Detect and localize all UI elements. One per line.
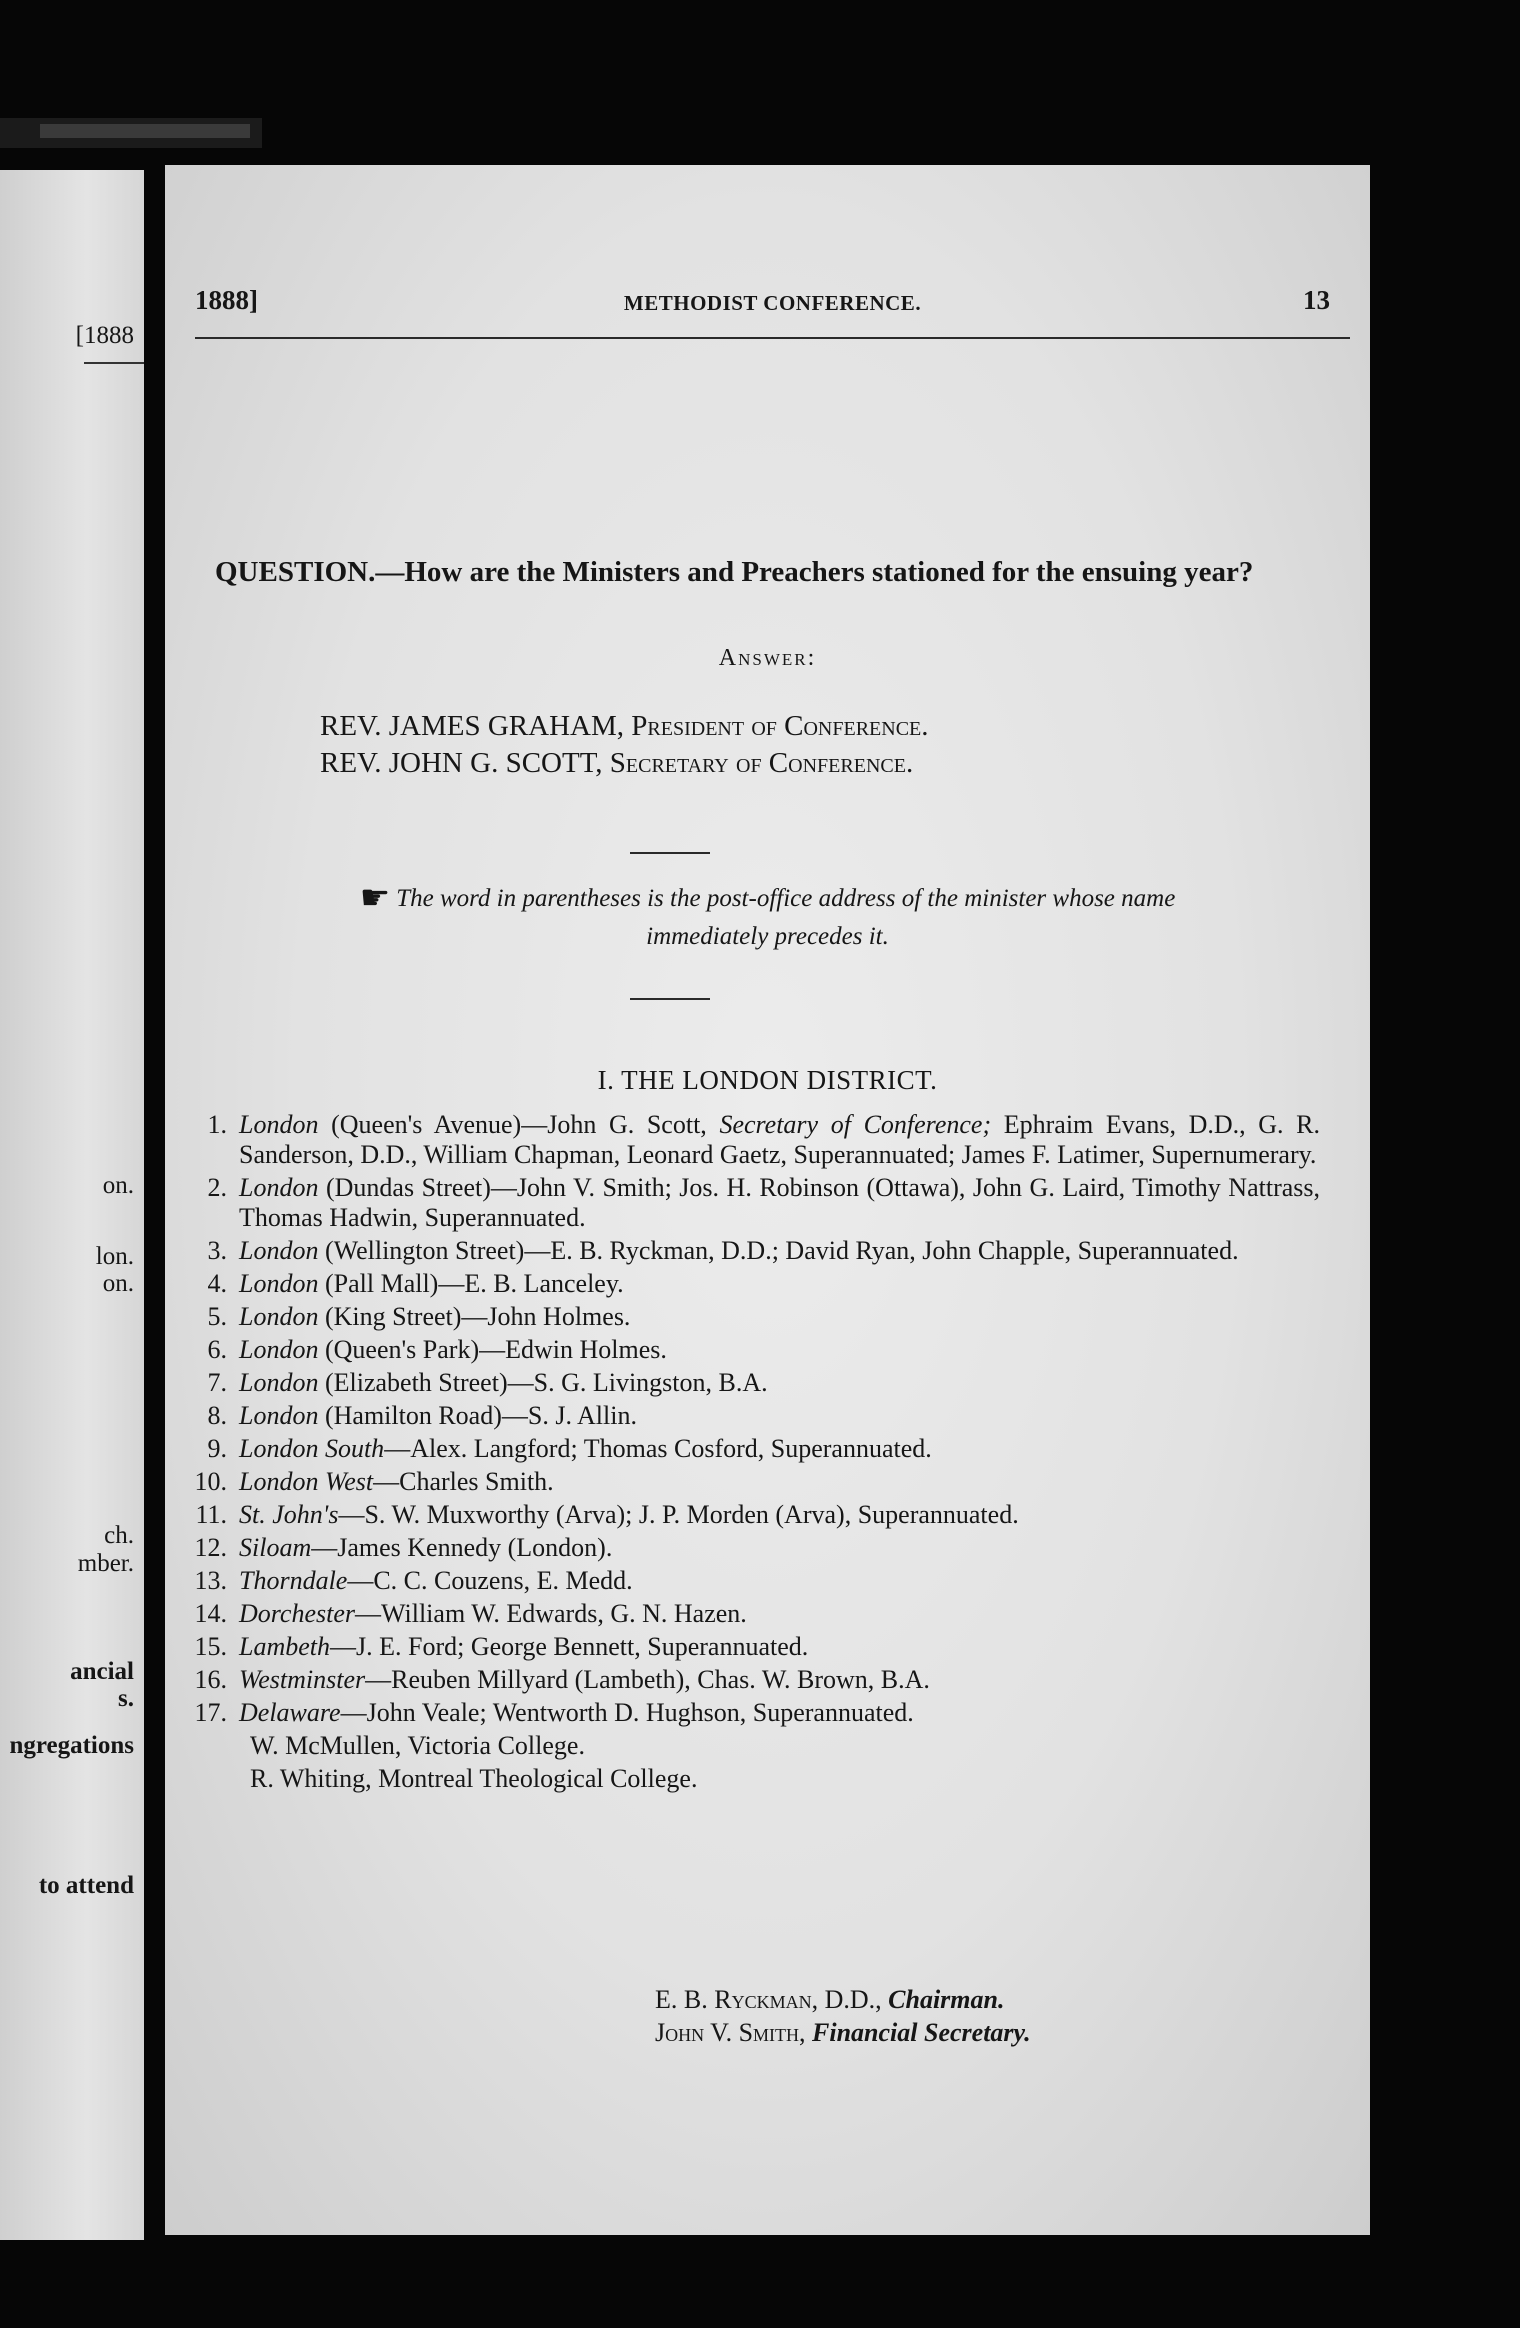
station-ministers: (Wellington Street)—E. B. Ryckman, D.D.; David Ryan, John Chapple, Superannuated. — [318, 1236, 1239, 1265]
header-year: 1888] — [195, 285, 258, 315]
station-place: London — [239, 1236, 319, 1265]
extra-line: R. Whiting, Montreal Theological College. — [250, 1764, 698, 1793]
entry-number: 16. — [194, 1665, 227, 1694]
station-entry — [165, 1173, 1320, 1233]
entry-text — [239, 1173, 1320, 1233]
left-page-text: s. — [118, 1685, 134, 1712]
document-page — [165, 165, 1370, 2235]
signature-name: John V. Smith, — [655, 2018, 806, 2047]
officer-name: REV. JOHN G. SCOTT, — [320, 747, 603, 779]
station-entry — [165, 1368, 1320, 1398]
entry-text — [239, 1665, 1320, 1695]
left-page-text: to attend — [38, 1872, 134, 1899]
station-ministers: (Queen's Park)—Edwin Holmes. — [318, 1335, 667, 1364]
station-place: London — [239, 1173, 319, 1202]
entry-number: 4. — [207, 1269, 227, 1298]
entry-number: 13. — [194, 1566, 227, 1595]
station-place: London South — [239, 1434, 385, 1463]
entry-number: 10. — [194, 1467, 227, 1496]
station-place: Lambeth — [239, 1632, 330, 1661]
station-ministers: (Queen's Avenue)—John G. Scott, — [318, 1110, 720, 1139]
station-ministers: (Elizabeth Street)—S. G. Livingston, B.A. — [318, 1368, 768, 1397]
station-place: Dorchester — [239, 1599, 356, 1628]
station-entry — [165, 1500, 1320, 1530]
station-ministers: —William W. Edwards, G. N. Hazen. — [355, 1599, 747, 1628]
entry-number: 7. — [207, 1368, 227, 1397]
pointing-hand-icon: ☛ — [359, 880, 391, 917]
entry-text — [239, 1467, 1320, 1497]
station-place: London — [239, 1110, 319, 1139]
station-office: Secretary of Conference; — [719, 1110, 992, 1139]
station-ministers: —C. C. Couzens, E. Medd. — [347, 1566, 633, 1595]
entry-text — [239, 1110, 1320, 1170]
station-ministers: —S. W. Muxworthy (Arva); J. P. Morden (Arva), Superannuated. — [338, 1500, 1019, 1529]
officer-title: Secretary of Conference. — [609, 747, 914, 779]
header-title: METHODIST CONFERENCE. — [623, 291, 922, 315]
left-page-rule — [84, 362, 144, 364]
left-page-text: on. — [102, 1172, 134, 1199]
film-strip — [0, 118, 262, 148]
station-place: Thorndale — [239, 1566, 348, 1595]
entry-text — [239, 1269, 1320, 1299]
left-page-text: ngregations — [9, 1732, 134, 1759]
header-rule — [195, 337, 1350, 339]
stations-list — [165, 1110, 1320, 1797]
entry-text — [239, 1302, 1320, 1332]
entry-number: 8. — [207, 1401, 227, 1430]
note-line: The word in parentheses is the post-office address of the minister whose name — [396, 885, 1176, 912]
station-place: London — [239, 1368, 319, 1397]
station-ministers: (Pall Mall)—E. B. Lanceley. — [318, 1269, 624, 1298]
station-entry — [165, 1533, 1320, 1563]
left-page-text: on. — [102, 1270, 134, 1297]
station-entry — [165, 1110, 1320, 1170]
station-place: Siloam — [239, 1533, 312, 1562]
entry-text — [239, 1500, 1320, 1530]
station-entry — [165, 1599, 1320, 1629]
officer-line — [320, 747, 913, 780]
left-page-text: ch. — [104, 1522, 134, 1549]
officer-name: REV. JAMES GRAHAM, — [320, 710, 625, 742]
station-entry — [165, 1434, 1320, 1464]
station-place: St. John's — [239, 1500, 339, 1529]
entry-number: 11. — [195, 1500, 227, 1529]
answer-label: Answer: — [718, 645, 817, 671]
section-rule — [630, 852, 710, 854]
entry-number: 9. — [207, 1434, 227, 1463]
station-ministers-cont: Ephraim Evans, D.D., G. R. Sanderson, D.D., William Chapman, Leonard Gaetz, Superannuated; James F. Latimer, Supernumerary. — [239, 1110, 1321, 1169]
station-ministers: (Dundas Street)—John V. Smith; Jos. H. Robinson (Ottawa), John G. Laird, Timothy Nattrass, Thomas Hadwin, Superannuated. — [239, 1173, 1320, 1232]
station-ministers: (Hamilton Road)—S. J. Allin. — [318, 1401, 637, 1430]
entry-text — [239, 1632, 1320, 1662]
station-entry — [165, 1566, 1320, 1596]
station-place: Westminster — [239, 1665, 366, 1694]
question-text: QUESTION.—How are the Ministers and Preachers stationed for the ensuing year? — [215, 556, 1254, 588]
left-page-year: [1888 — [75, 322, 134, 349]
signature-line — [655, 1985, 1004, 2015]
signature-name: E. B. Ryckman, — [655, 1985, 819, 2014]
entry-number: 3. — [207, 1236, 227, 1265]
left-page-text: mber. — [77, 1550, 134, 1577]
signature-line — [655, 2018, 1031, 2048]
station-entry — [165, 1236, 1320, 1266]
station-entry — [165, 1401, 1320, 1431]
entry-text — [239, 1236, 1320, 1266]
station-place: Delaware — [239, 1698, 341, 1727]
film-strip-highlight — [40, 124, 250, 138]
page-number: 13 — [1303, 285, 1330, 315]
entry-text — [239, 1434, 1320, 1464]
entry-text — [239, 1698, 1320, 1728]
station-place: London — [239, 1302, 319, 1331]
entry-text — [239, 1599, 1320, 1629]
entry-text — [239, 1566, 1320, 1596]
entry-text — [239, 1401, 1320, 1431]
station-ministers: —Reuben Millyard (Lambeth), Chas. W. Brown, B.A. — [365, 1665, 930, 1694]
district-title: I. THE LONDON DISTRICT. — [597, 1065, 938, 1095]
station-ministers: —J. E. Ford; George Bennett, Superannuated. — [330, 1632, 809, 1661]
entry-number: 2. — [207, 1173, 227, 1202]
station-entry — [165, 1269, 1320, 1299]
entry-number: 15. — [194, 1632, 227, 1661]
officer-line — [320, 710, 929, 743]
note-line: immediately precedes it. — [646, 923, 889, 950]
station-entries — [165, 1110, 1320, 1728]
left-page-text: ancial — [70, 1658, 134, 1685]
station-place: London — [239, 1335, 319, 1364]
station-entry — [165, 1467, 1320, 1497]
entry-text — [239, 1335, 1320, 1365]
left-page-fragment — [0, 170, 144, 2240]
entry-number: 5. — [207, 1302, 227, 1331]
left-page-text: lon. — [95, 1243, 134, 1270]
running-header — [195, 285, 1350, 325]
station-ministers: —James Kennedy (London). — [311, 1533, 613, 1562]
entry-number: 6. — [207, 1335, 227, 1364]
station-place: London — [239, 1269, 319, 1298]
entry-number: 12. — [194, 1533, 227, 1562]
station-entry — [165, 1335, 1320, 1365]
station-place: London — [239, 1401, 319, 1430]
station-ministers: (King Street)—John Holmes. — [318, 1302, 631, 1331]
extra-line: W. McMullen, Victoria College. — [250, 1731, 585, 1760]
signature-degree: D.D., — [818, 1985, 889, 2014]
station-place: London West — [239, 1467, 374, 1496]
entry-number: 17. — [194, 1698, 227, 1727]
section-rule — [630, 998, 710, 1000]
station-entry — [165, 1302, 1320, 1332]
station-ministers: —Alex. Langford; Thomas Cosford, Superannuated. — [384, 1434, 932, 1463]
entry-text — [239, 1368, 1320, 1398]
station-entry — [165, 1665, 1320, 1695]
page-gutter — [144, 150, 165, 2250]
station-ministers: —John Veale; Wentworth D. Hughson, Superannuated. — [340, 1698, 914, 1727]
signature-role: Financial Secretary. — [812, 2018, 1031, 2047]
station-entry — [165, 1632, 1320, 1662]
officer-title: President of Conference. — [631, 710, 929, 742]
entry-number: 1. — [207, 1110, 227, 1139]
editorial-note — [205, 880, 1330, 956]
station-ministers: —Charles Smith. — [373, 1467, 554, 1496]
entry-number: 14. — [194, 1599, 227, 1628]
entry-text — [239, 1533, 1320, 1563]
station-entry — [165, 1698, 1320, 1728]
signature-role: Chairman. — [888, 1985, 1005, 2014]
